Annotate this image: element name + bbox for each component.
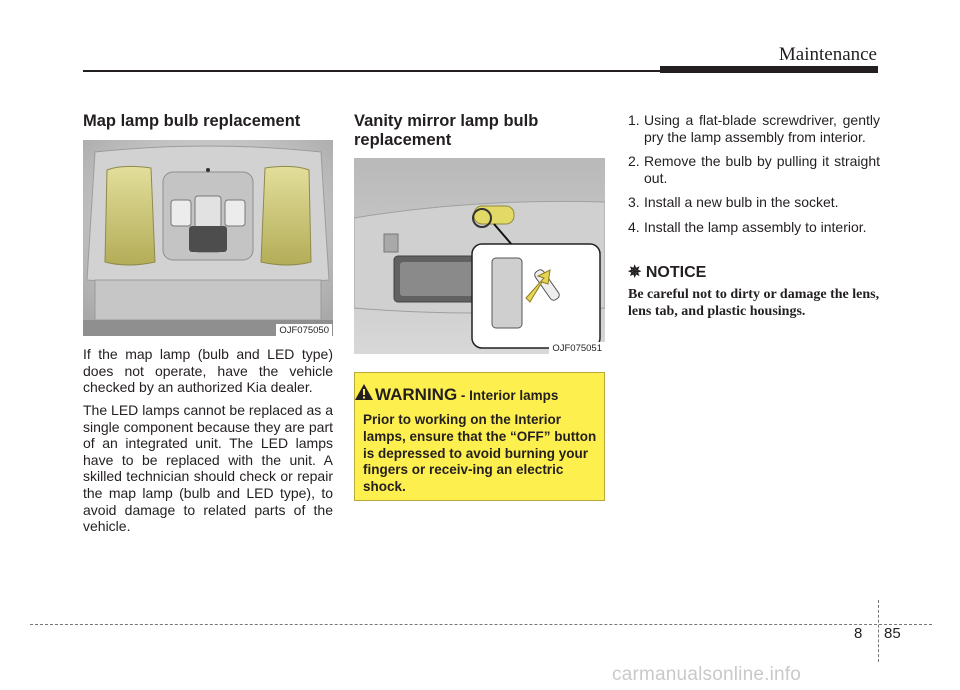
vanity-lamp-heading-line-1: Vanity mirror lamp bulb: [354, 112, 539, 130]
warning-title: [375, 385, 558, 405]
footer-rule: [30, 624, 932, 625]
notice-title: [628, 262, 706, 282]
map-lamp-paragraph-1: If the map lamp (bulb and LED type) does not operate, have the vehicle checked by an authorized Kia dealer.: [83, 346, 333, 396]
step-text: Remove the bulb by pulling it straight out.: [644, 153, 880, 186]
header-rule: [83, 70, 660, 72]
watermark: carmanualsonline.info: [612, 664, 802, 685]
list-item: [628, 153, 880, 186]
warning-triangle-icon: [354, 383, 374, 401]
map-lamp-heading: Map lamp bulb replacement: [83, 112, 301, 130]
vanity-lamp-photo: [354, 158, 605, 354]
chapter-number: 8: [854, 625, 863, 642]
warning-text: Prior to working on the Interior lamps, ensure that the “OFF” button is depressed to avoid burning your fingers or receiv-ing an electric shock.: [363, 412, 597, 495]
step-number: 3.: [628, 194, 640, 211]
step-text: Using a flat-blade screwdriver, gently pry the lamp assembly from interior.: [644, 112, 880, 145]
footer-divider: [878, 600, 879, 662]
warning-subtitle: - Interior lamps: [457, 388, 559, 403]
list-item: [628, 219, 880, 236]
step-number: 4.: [628, 218, 640, 235]
notice-text: Be careful not to dirty or damage the lens, lens tab, and plastic housings.: [628, 287, 880, 319]
vanity-lamp-heading-line-2: replacement: [354, 131, 452, 149]
step-text: Install the lamp assembly to interior.: [644, 218, 867, 235]
header-bar: [660, 66, 878, 73]
page-number: 85: [884, 625, 901, 642]
map-lamp-paragraph-2: The LED lamps cannot be replaced as a single component because they are part of an integrated unit. The LED lamps have to be replaced with the unit. A skilled technician should check or repair the map lamp (bulb and LED type), to avoid damage to related parts of the vehicle.: [83, 402, 333, 535]
list-item: [628, 194, 880, 211]
vanity-lamp-heading: [354, 112, 604, 150]
notice-star-icon: ✵: [628, 264, 642, 281]
warning-box: [354, 372, 605, 501]
step-text: Install a new bulb in the socket.: [644, 194, 839, 211]
figure-code-vanity-lamp: OJF075051: [549, 342, 605, 355]
warning-title-main: WARNING: [375, 385, 458, 404]
list-item: [628, 112, 880, 145]
notice-title-text: NOTICE: [641, 264, 707, 281]
figure-code-map-lamp: OJF075050: [276, 324, 332, 337]
steps-list: [628, 112, 880, 244]
map-lamp-illustration: [83, 140, 333, 336]
step-number: 2.: [628, 153, 640, 170]
vanity-lamp-illustration: [354, 158, 605, 354]
map-lamp-photo: [83, 140, 333, 336]
step-number: 1.: [628, 112, 640, 128]
page-header-title: Maintenance: [778, 44, 877, 65]
